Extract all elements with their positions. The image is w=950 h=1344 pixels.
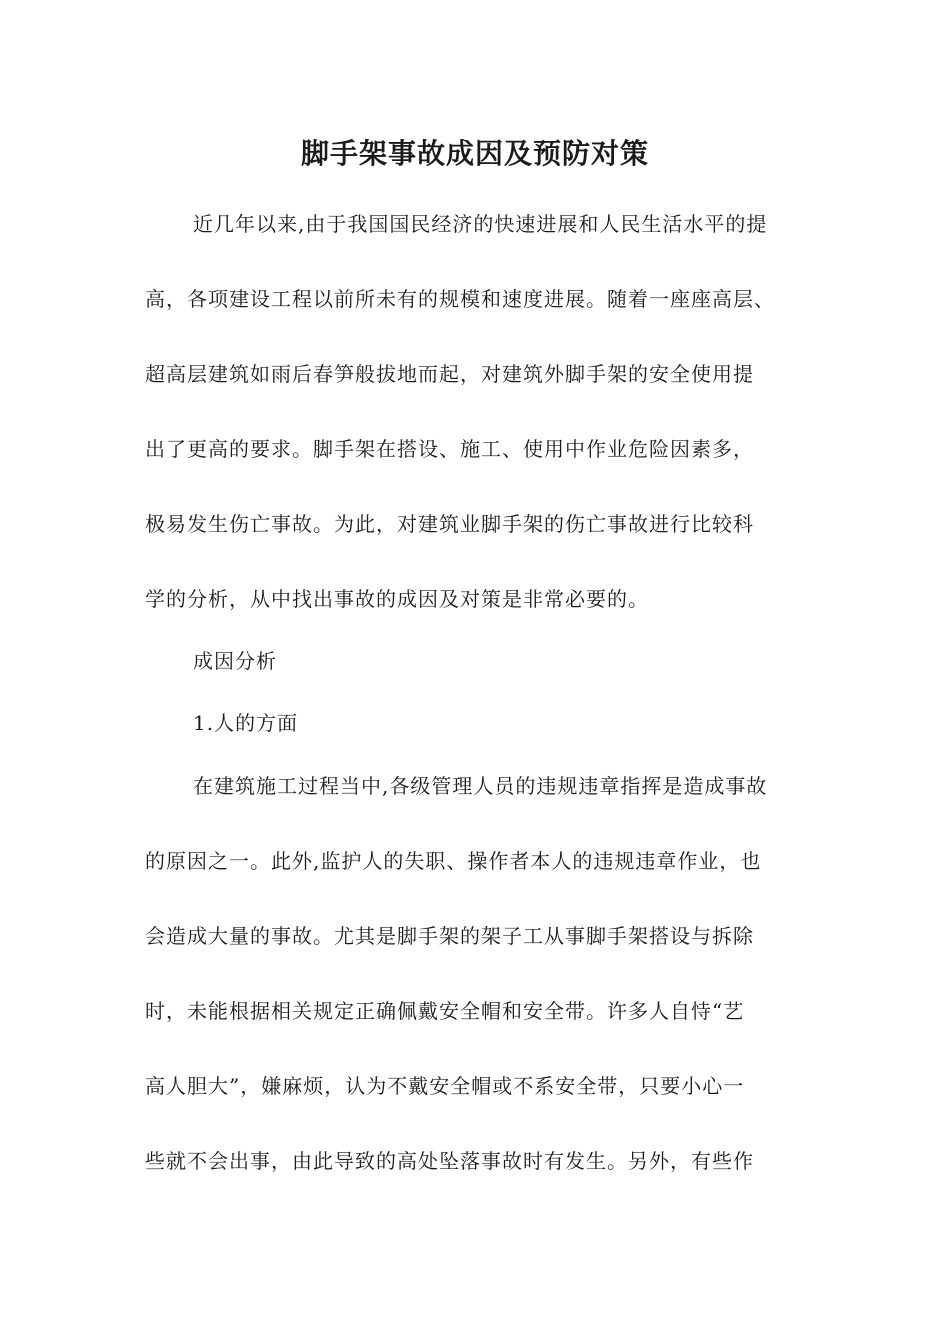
paragraph-line: 时，未能根据相关规定正确佩戴安全帽和安全带。许多人自恃“艺	[145, 999, 745, 1023]
paragraph-line: 学的分析，从中找出事故的成因及对策是非常必要的。	[145, 587, 649, 611]
paragraph-line: 会造成大量的事故。尤其是脚手架的架子工从事脚手架搭设与拆除	[145, 924, 754, 948]
subsection-heading: 1.人的方面	[193, 711, 299, 735]
paragraph-line: 些就不会出事，由此导致的高处坠落事故时有发生。另外，有些作	[145, 1149, 754, 1173]
paragraph-line: 极易发生伤亡事故。为此，对建筑业脚手架的伤亡事故进行比较科	[145, 512, 754, 536]
paragraph-line: 近几年以来,由于我国国民经济的快速进展和人民生活水平的提	[193, 212, 768, 236]
paragraph-line: 出了更高的要求。脚手架在搭设、施工、使用中作业危险因素多，	[145, 437, 754, 461]
paragraph-line: 高，各项建设工程以前所未有的规模和速度进展。随着一座座高层、	[145, 287, 775, 311]
section-heading: 成因分析	[193, 649, 277, 673]
paragraph-line: 的原因之一。此外,监护人的失职、操作者本人的违规违章作业，也	[145, 849, 762, 873]
paragraph-line: 超高层建筑如雨后春笋般拔地而起，对建筑外脚手架的安全使用提	[145, 362, 754, 386]
document-title: 脚手架事故成因及预防对策	[300, 137, 649, 170]
paragraph-line: 高人胆大”，嫌麻烦，认为不戴安全帽或不系安全带，只要小心一	[145, 1074, 745, 1098]
paragraph-line: 在建筑施工过程当中,各级管理人员的违规违章指挥是造成事故	[193, 774, 768, 798]
